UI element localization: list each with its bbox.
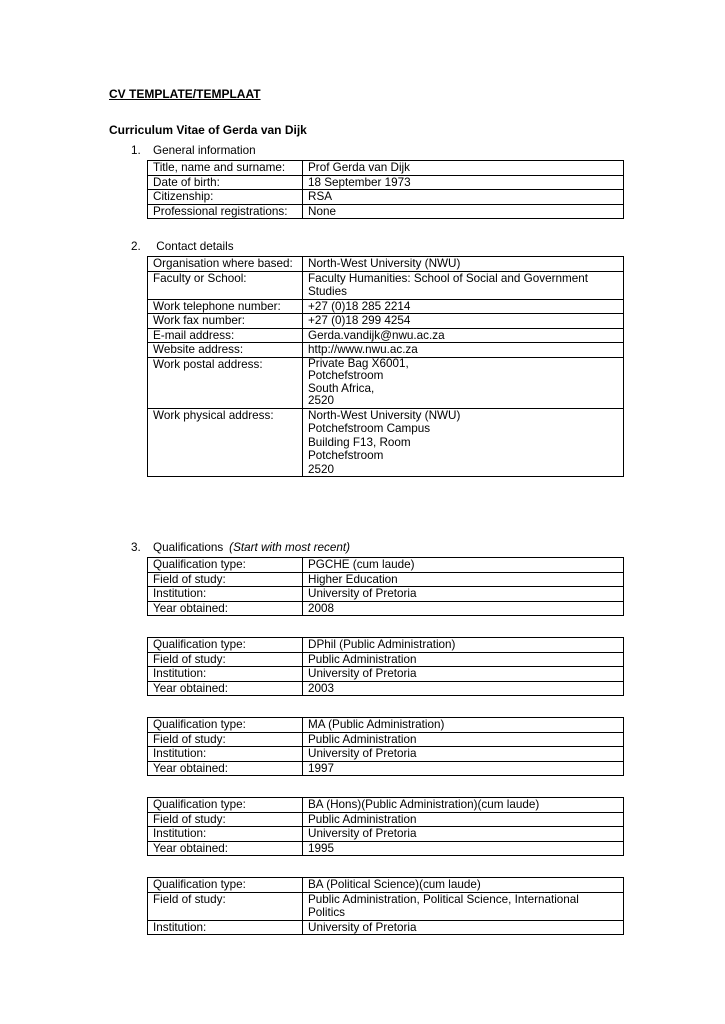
section-number: 1.: [131, 144, 141, 157]
table-row: [148, 841, 624, 856]
address-line: Potchefstroom Campus: [308, 422, 431, 435]
address-line: Building F13, Room: [308, 435, 411, 449]
field-value: Public Administration, Political Science, International Politics: [303, 892, 624, 920]
section-number: 2.: [131, 240, 141, 253]
field-value: PGCHE (cum laude): [303, 558, 624, 573]
field-value: Public Administration: [303, 812, 624, 827]
address-line: South Africa,: [308, 381, 375, 395]
table-row: [148, 175, 624, 190]
table-row: [148, 572, 624, 587]
table-row: [148, 161, 624, 176]
website-value[interactable]: http://www.nwu.ac.za: [303, 343, 624, 358]
table-row: [148, 408, 624, 477]
physical-address-value: [303, 408, 624, 477]
table-row: [148, 299, 624, 314]
field-value: 2003: [303, 681, 624, 696]
general-information-table: [147, 160, 624, 219]
field-value: University of Pretoria: [303, 920, 624, 935]
qualification-table: [147, 557, 624, 616]
document-title: CV TEMPLATE/TEMPLAAT: [109, 87, 261, 101]
table-row: [148, 314, 624, 329]
address-line: Potchefstroom: [308, 449, 384, 462]
field-label: Date of birth:: [148, 175, 303, 190]
field-label: Institution:: [148, 827, 303, 842]
field-label: Citizenship:: [148, 190, 303, 205]
field-label: Qualification type:: [148, 718, 303, 733]
address-line: Potchefstroom: [308, 369, 384, 382]
field-value: 1995: [303, 841, 624, 856]
qualification-table: [147, 717, 624, 776]
field-label: Qualification type:: [148, 558, 303, 573]
field-label: Work fax number:: [148, 314, 303, 329]
field-label: Field of study:: [148, 572, 303, 587]
field-label: Qualification type:: [148, 638, 303, 653]
table-row: [148, 827, 624, 842]
field-label: Year obtained:: [148, 601, 303, 616]
table-row: [148, 190, 624, 205]
table-row: [148, 798, 624, 813]
field-value: Prof Gerda van Dijk: [303, 161, 624, 176]
field-value: Public Administration: [303, 732, 624, 747]
field-value: +27 (0)18 299 4254: [303, 314, 624, 329]
table-row: [148, 328, 624, 343]
field-label: Qualification type:: [148, 878, 303, 893]
table-row: [148, 681, 624, 696]
qualification-table: [147, 877, 624, 935]
field-value: DPhil (Public Administration): [303, 638, 624, 653]
table-row: [148, 257, 624, 272]
field-value: RSA: [303, 190, 624, 205]
section-sublabel: (Start with most recent): [229, 541, 350, 554]
table-row: [148, 761, 624, 776]
table-row: [148, 652, 624, 667]
field-value: 2008: [303, 601, 624, 616]
field-label: Year obtained:: [148, 761, 303, 776]
address-line: 2520: [308, 462, 335, 476]
section-contact-details-heading: [131, 240, 234, 253]
field-value: North-West University (NWU): [303, 257, 624, 272]
table-row: [148, 892, 624, 920]
field-label: Work postal address:: [148, 357, 303, 408]
section-qualifications-heading: [131, 541, 350, 554]
field-value: Public Administration: [303, 652, 624, 667]
field-label: Work telephone number:: [148, 299, 303, 314]
field-label: Field of study:: [148, 892, 303, 920]
field-label: Faculty or School:: [148, 271, 303, 299]
field-label: Professional registrations:: [148, 204, 303, 219]
field-value: None: [303, 204, 624, 219]
address-line: 2520: [308, 394, 335, 407]
qualification-table: [147, 637, 624, 696]
section-general-information-heading: [131, 144, 256, 157]
table-row: [148, 271, 624, 299]
field-value: Higher Education: [303, 572, 624, 587]
section-label: General information: [153, 144, 256, 157]
field-label: Field of study:: [148, 652, 303, 667]
field-label: Title, name and surname:: [148, 161, 303, 176]
field-value: BA (Hons)(Public Administration)(cum laude): [303, 798, 624, 813]
table-row: [148, 558, 624, 573]
field-value: +27 (0)18 285 2214: [303, 299, 624, 314]
section-label: Contact details: [156, 240, 234, 253]
email-value[interactable]: Gerda.vandijk@nwu.ac.za: [303, 328, 624, 343]
field-label: Field of study:: [148, 812, 303, 827]
field-value: BA (Political Science)(cum laude): [303, 878, 624, 893]
cv-heading: Curriculum Vitae of Gerda van Dijk: [109, 123, 307, 137]
field-label: Qualification type:: [148, 798, 303, 813]
field-value: University of Pretoria: [303, 667, 624, 682]
field-label: Field of study:: [148, 732, 303, 747]
table-row: [148, 343, 624, 358]
field-value: University of Pretoria: [303, 827, 624, 842]
field-label: Website address:: [148, 343, 303, 358]
field-label: Institution:: [148, 747, 303, 762]
table-row: [148, 357, 624, 408]
field-label: Work physical address:: [148, 408, 303, 477]
field-value: 18 September 1973: [303, 175, 624, 190]
table-row: [148, 667, 624, 682]
postal-address-value: [303, 357, 624, 408]
table-row: [148, 812, 624, 827]
field-label: Organisation where based:: [148, 257, 303, 272]
field-label: Institution:: [148, 667, 303, 682]
qualification-table: [147, 797, 624, 856]
section-label: Qualifications: [153, 541, 224, 554]
field-label: Institution:: [148, 920, 303, 935]
field-label: Institution:: [148, 587, 303, 602]
field-value: Faculty Humanities: School of Social and Government Studies: [303, 271, 624, 299]
field-value: University of Pretoria: [303, 587, 624, 602]
table-row: [148, 732, 624, 747]
table-row: [148, 920, 624, 935]
table-row: [148, 747, 624, 762]
table-row: [148, 878, 624, 893]
address-line: North-West University (NWU): [308, 408, 461, 422]
table-row: [148, 638, 624, 653]
table-row: [148, 601, 624, 616]
field-label: E-mail address:: [148, 328, 303, 343]
field-value: 1997: [303, 761, 624, 776]
field-value: University of Pretoria: [303, 747, 624, 762]
field-label: Year obtained:: [148, 681, 303, 696]
address-line: Private Bag X6001,: [308, 356, 409, 370]
table-row: [148, 718, 624, 733]
field-value: MA (Public Administration): [303, 718, 624, 733]
contact-details-table: [147, 256, 624, 477]
section-number: 3.: [131, 541, 141, 554]
table-row: [148, 204, 624, 219]
field-label: Year obtained:: [148, 841, 303, 856]
table-row: [148, 587, 624, 602]
